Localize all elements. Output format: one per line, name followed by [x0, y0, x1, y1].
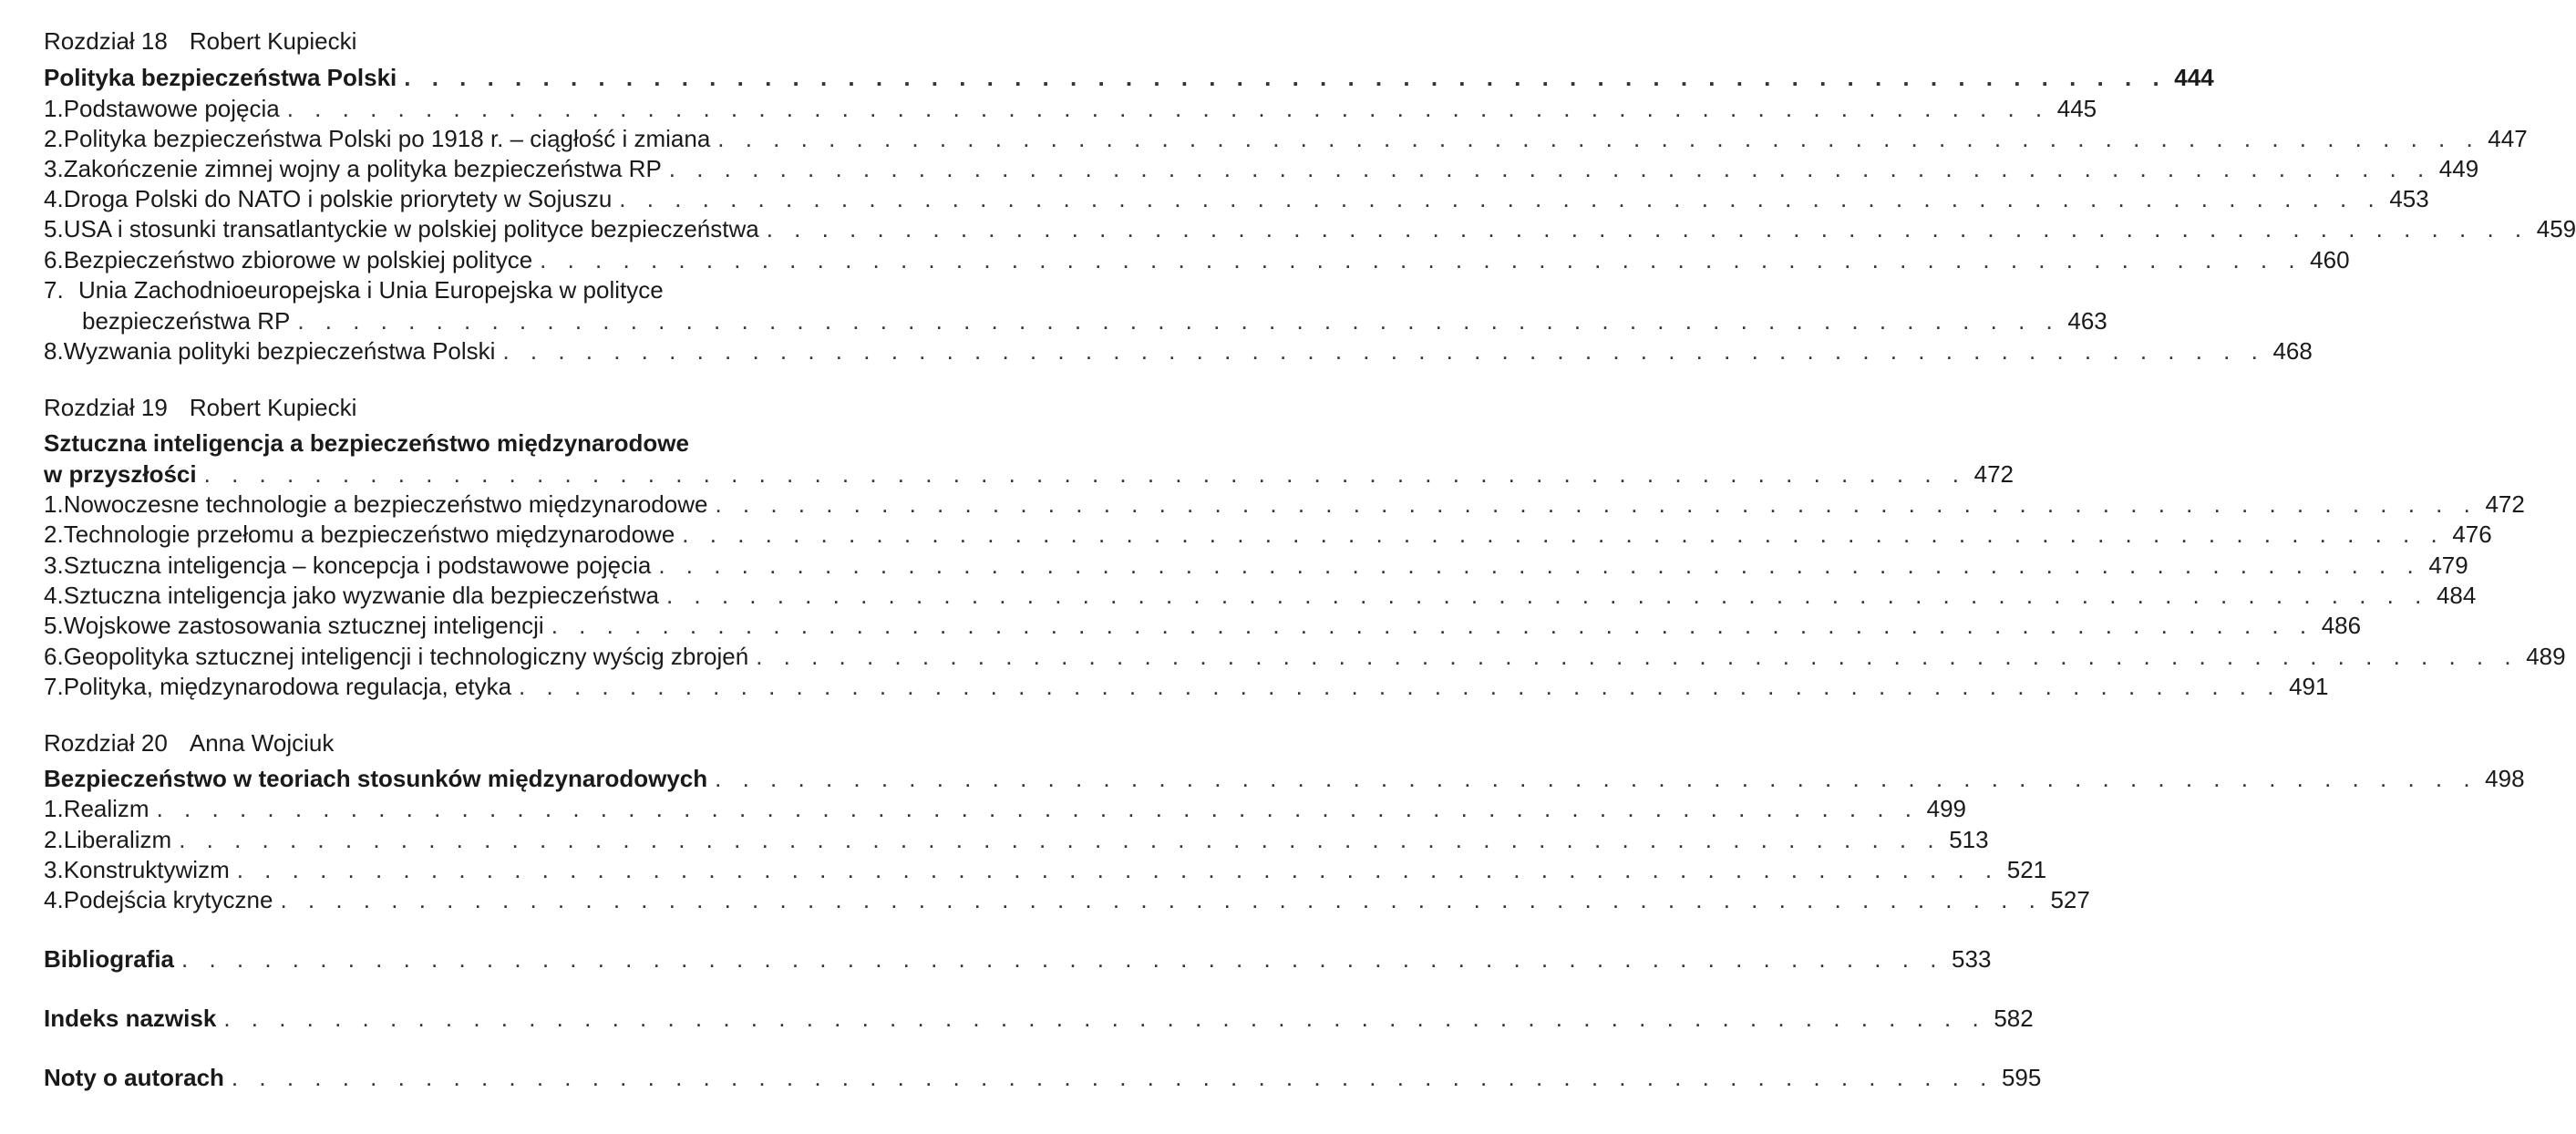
- entry-number: 5.: [44, 215, 64, 242]
- page-number: 463: [2067, 307, 2107, 335]
- entry-title: Realizm: [63, 795, 149, 822]
- chapter-author: Robert Kupiecki: [189, 27, 357, 55]
- chapter-title-continued: w przyszłości: [44, 460, 197, 488]
- chapter-title: Bezpieczeństwo w teoriach stosunków międzynarodowych: [44, 765, 708, 792]
- dot-leader: . . . . . . . . . . . . . . . . . . . . . . . . . . . . . . . . . . . . . . . . . . . . . . . . . . . . . . . . . . . . . . . .: [715, 765, 2478, 792]
- entry-number: 6.: [44, 246, 64, 273]
- toc-entry: [44, 854, 2047, 885]
- entry-number: 2.: [44, 125, 64, 152]
- entry-title: Geopolityka sztucznej inteligencji i technologiczny wyścig zbrojeń: [63, 643, 749, 670]
- page-number: 447: [2488, 125, 2528, 152]
- toc-entry: [44, 793, 1967, 824]
- entry-number: 3.: [44, 552, 64, 579]
- chapter-author: Robert Kupiecki: [189, 394, 357, 421]
- dot-leader: . . . . . . . . . . . . . . . . . . . . . . . . . . . . . . . . . . . . . . . . . . . . . . . . . . . . . . . . . . . . . . . .: [519, 673, 2282, 700]
- dot-leader: . . . . . . . . . . . . . . . . . . . . . . . . . . . . . . . . . . . . . . . . . . . . . . . . . . . . . . . . . . . . . . . .: [682, 521, 2445, 548]
- chapter-header: [44, 26, 939, 57]
- dot-leader: . . . . . . . . . . . . . . . . . . . . . . . . . . . . . . . . . . . . . . . . . . . . . . . . . . . . . . . . . . . . . . . .: [181, 945, 1944, 973]
- page-number: 479: [2428, 552, 2468, 579]
- dot-leader: . . . . . . . . . . . . . . . . . . . . . . . . . . . . . . . . . . . . . . . . . . . . . . . . . . . . . . . . . . . . . . . .: [619, 185, 2382, 212]
- entry-number: 8.: [44, 337, 64, 365]
- entry-number: 3.: [44, 856, 64, 883]
- chapter-author: Anna Wojciuk: [189, 729, 335, 757]
- page-number: 445: [2056, 95, 2097, 122]
- entry-number: 6.: [44, 643, 64, 670]
- toc-entry: [44, 550, 2468, 581]
- page-number: 595: [2001, 1064, 2042, 1091]
- entry-number: 1.: [44, 490, 64, 518]
- dot-leader: . . . . . . . . . . . . . . . . . . . . . . . . . . . . . . . . . . . . . . . . . . . . . . . . . . . . . . . . . . . . . . . .: [297, 307, 2060, 335]
- page-number: 472: [2485, 490, 2525, 518]
- entry-title: Podstawowe pojęcia: [63, 95, 280, 122]
- entry-title: Zakończenie zimnej wojny a polityka bezpieczeństwa RP: [63, 155, 662, 182]
- dot-leader: . . . . . . . . . . . . . . . . . . . . . . . . . . . . . . . . . . . . . . . . . . . . . . . . . . . . . . . . . . . . . . . .: [540, 246, 2303, 273]
- chapter-number: Rozdział 18: [44, 27, 168, 55]
- back-matter-title: Indeks nazwisk: [44, 1005, 217, 1032]
- entry-number: 7.: [44, 276, 64, 304]
- dot-leader: . . . . . . . . . . . . . . . . . . . . . . . . . . . . . . . . . . . . . . . . . . . . . . . . . . . . . . . . . . . . . . . .: [203, 460, 1967, 488]
- page-number: 527: [2050, 886, 2090, 913]
- toc-entry: [44, 489, 2525, 520]
- toc-entry: [44, 671, 2329, 702]
- entry-title: Polityka bezpieczeństwa Polski po 1918 r. – ciągłość i zmiana: [63, 125, 711, 152]
- entry-title: Sztuczna inteligencja jako wyzwanie dla bezpieczeństwa: [63, 582, 659, 609]
- toc-entry: [44, 641, 2566, 672]
- toc-entry: [44, 519, 2492, 550]
- dot-leader: . . . . . . . . . . . . . . . . . . . . . . . . . . . . . . . . . . . . . . . . . . . . . . . . . . . . . . . . . . . . . . . .: [668, 155, 2432, 182]
- entry-number: 4.: [44, 886, 64, 913]
- entry-title: Wyzwania polityki bezpieczeństwa Polski: [63, 337, 496, 365]
- toc-entry: [44, 610, 2362, 641]
- entry-number: 5.: [44, 612, 64, 639]
- entry-number: 4.: [44, 185, 64, 212]
- toc-entry: [44, 884, 2090, 915]
- chapter-number: Rozdział 20: [44, 729, 168, 757]
- dot-leader: . . . . . . . . . . . . . . . . . . . . . . . . . . . . . . . . . . . . . . . . . . . . . . . . . . . . . . . . . . . . . . . .: [756, 643, 2519, 670]
- entry-title: USA i stosunki transatlantyckie w polskiej polityce bezpieczeństwa: [63, 215, 759, 242]
- page-number: 491: [2289, 673, 2329, 700]
- chapter-title: Polityka bezpieczeństwa Polski: [44, 64, 397, 91]
- toc-entry: [44, 183, 2429, 214]
- dot-leader: . . . . . . . . . . . . . . . . . . . . . . . . . . . . . . . . . . . . . . . . . . . . . . . . . . . . . . . . . . . . . . . .: [280, 886, 2043, 913]
- dot-leader: . . . . . . . . . . . . . . . . . . . . . . . . . . . . . . . . . . . . . . . . . . . . . . . . . . . . . . . . . . . . . . . .: [286, 95, 2050, 122]
- chapter-title: Sztuczna inteligencja a bezpieczeństwo międzynarodowe: [44, 429, 689, 457]
- back-matter-entry: [44, 943, 1992, 974]
- toc-entry: [44, 93, 2097, 124]
- page-number: 486: [2321, 612, 2362, 639]
- dot-leader: . . . . . . . . . . . . . . . . . . . . . . . . . . . . . . . . . . . . . . . . . . . . . . . . . . . . . . . . . . . . . . . .: [715, 490, 2478, 518]
- toc-entry: [44, 335, 2313, 366]
- chapter-number: Rozdział 19: [44, 394, 168, 421]
- entry-number: 7.: [44, 673, 64, 700]
- back-matter-title: Noty o autorach: [44, 1064, 224, 1091]
- page-number: 444: [2174, 64, 2214, 91]
- page-number: 468: [2272, 337, 2313, 365]
- entry-number: 2.: [44, 521, 64, 548]
- chapter-title-entry: [44, 428, 939, 459]
- entry-title: Unia Zachodnioeuropejska i Unia Europejska w polityce: [78, 276, 664, 304]
- entry-number: 4.: [44, 582, 64, 609]
- page-number: 582: [1994, 1005, 2034, 1032]
- page-number: 489: [2526, 643, 2566, 670]
- dot-leader: . . . . . . . . . . . . . . . . . . . . . . . . . . . . . . . . . . . . . . . . . . . . . . . . . . . . . . . . . . . . . . . .: [223, 1005, 1986, 1032]
- page-number: 513: [1949, 826, 1989, 853]
- entry-title: Bezpieczeństwo zbiorowe w polskiej polityce: [63, 246, 533, 273]
- dot-leader: . . . . . . . . . . . . . . . . . . . . . . . . . . . . . . . . . . . . . . . . . . . . . . . . . . . . . . . . . . . . . . . .: [717, 125, 2480, 152]
- dot-leader: . . . . . . . . . . . . . . . . . . . . . . . . . . . . . . . . . . . . . . . . . . . . . . . . . . . . . . . . . . . . . . . .: [551, 612, 2314, 639]
- entry-title: Sztuczna inteligencja – koncepcja i podstawowe pojęcia: [63, 552, 652, 579]
- entry-title: Droga Polski do NATO i polskie priorytety w Sojuszu: [63, 185, 613, 212]
- dot-leader: . . . . . . . . . . . . . . . . . . . . . . . . . . . . . . . . . . . . . . . . . . . . . . . . . . . . . . . . . . . . . . . .: [658, 552, 2421, 579]
- toc-entry: [44, 244, 2350, 275]
- dot-leader: . . . . . . . . . . . . . . . . . . . . . . . . . . . . . . . . . . . . . . . . . . . . . . . . . . . . . . . . . . . . . . . .: [404, 64, 2167, 91]
- chapter-title-continuation: [44, 459, 2014, 490]
- entry-title: Technologie przełomu a bezpieczeństwo międzynarodowe: [63, 521, 675, 548]
- page-number: 460: [2310, 246, 2350, 273]
- entry-title: Liberalizm: [63, 826, 172, 853]
- dot-leader: . . . . . . . . . . . . . . . . . . . . . . . . . . . . . . . . . . . . . . . . . . . . . . . . . . . . . . . . . . . . . . . .: [502, 337, 2265, 365]
- toc-entry: [44, 824, 1989, 855]
- page-number: 472: [1973, 460, 2014, 488]
- page-number: 453: [2389, 185, 2429, 212]
- page-number: 484: [2436, 582, 2477, 609]
- dot-leader: . . . . . . . . . . . . . . . . . . . . . . . . . . . . . . . . . . . . . . . . . . . . . . . . . . . . . . . . . . . . . . . .: [179, 826, 1942, 853]
- toc-entry: [44, 213, 2576, 244]
- toc-entry: [44, 123, 2528, 154]
- page-number: 521: [2006, 856, 2047, 883]
- entry-title: Wojskowe zastosowania sztucznej inteligencji: [63, 612, 544, 639]
- back-matter-entry: [44, 1003, 2034, 1034]
- toc-entry-continuation: [82, 305, 2107, 336]
- entry-title: Konstruktywizm: [63, 856, 230, 883]
- entry-title: Podejścia krytyczne: [63, 886, 273, 913]
- chapter-title-entry: [44, 62, 2214, 93]
- dot-leader: . . . . . . . . . . . . . . . . . . . . . . . . . . . . . . . . . . . . . . . . . . . . . . . . . . . . . . . . . . . . . . . .: [236, 856, 2000, 883]
- chapter-header: [44, 727, 939, 758]
- entry-number: 1.: [44, 95, 64, 122]
- dot-leader: . . . . . . . . . . . . . . . . . . . . . . . . . . . . . . . . . . . . . . . . . . . . . . . . . . . . . . . . . . . . . . . .: [156, 795, 1920, 822]
- page-number: 476: [2452, 521, 2492, 548]
- entry-number: 1.: [44, 795, 64, 822]
- dot-leader: . . . . . . . . . . . . . . . . . . . . . . . . . . . . . . . . . . . . . . . . . . . . . . . . . . . . . . . . . . . . . . . .: [231, 1064, 1994, 1091]
- entry-title: Polityka, międzynarodowa regulacja, etyka: [63, 673, 512, 700]
- page-number: 533: [1952, 945, 1992, 973]
- toc-entry: [44, 274, 939, 305]
- dot-leader: . . . . . . . . . . . . . . . . . . . . . . . . . . . . . . . . . . . . . . . . . . . . . . . . . . . . . . . . . . . . . . . .: [665, 582, 2429, 609]
- back-matter-title: Bibliografia: [44, 945, 175, 973]
- dot-leader: . . . . . . . . . . . . . . . . . . . . . . . . . . . . . . . . . . . . . . . . . . . . . . . . . . . . . . . . . . . . . . . .: [766, 215, 2530, 242]
- entry-title-continued: bezpieczeństwa RP: [82, 307, 291, 335]
- back-matter-entry: [44, 1062, 2042, 1093]
- entry-title: Nowoczesne technologie a bezpieczeństwo międzynarodowe: [63, 490, 708, 518]
- toc-entry: [44, 580, 2477, 611]
- page-number: 459: [2536, 215, 2576, 242]
- chapter-header: [44, 392, 939, 423]
- page-number: 449: [2438, 155, 2479, 182]
- page-number: 499: [1926, 795, 1967, 822]
- entry-number: 3.: [44, 155, 64, 182]
- toc-entry: [44, 153, 2479, 184]
- chapter-title-entry: [44, 763, 2525, 794]
- page-number: 498: [2485, 765, 2525, 792]
- entry-number: 2.: [44, 826, 64, 853]
